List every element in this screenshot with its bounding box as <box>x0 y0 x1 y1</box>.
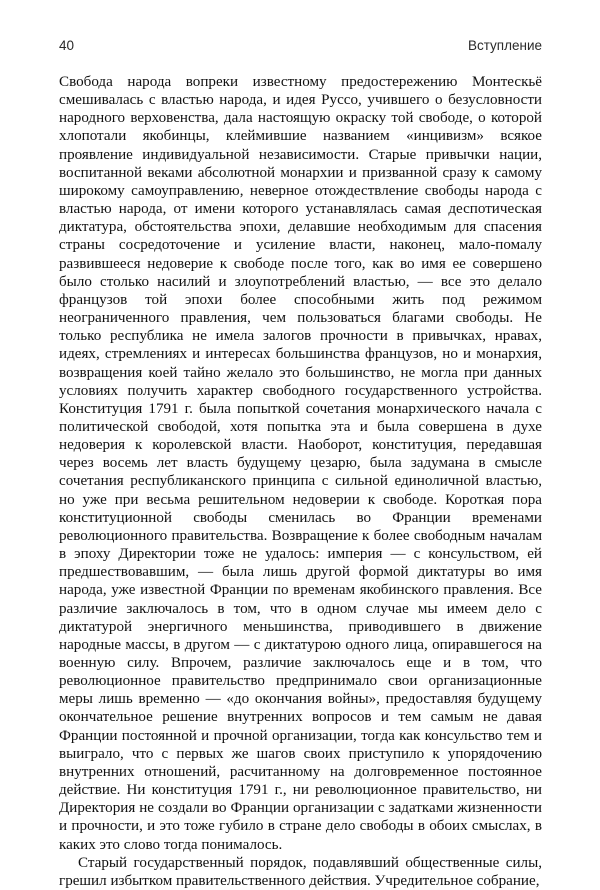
running-header <box>59 38 542 60</box>
body-text <box>59 73 542 890</box>
paragraph: Свобода народа вопреки известному предостережению Монтескьё смешивалась с властью народа, и идея Руссо, учившего о безусловности народного верховенства, дала настоящую окраску той свободе, о которой хлопотали якобинцы, клеймившие названием «инцивизм» всякое проявление индивидуальной независимости. Старые привычки нации, воспитанной веками абсолютной монархии и призванной сразу к самому широкому самоуправлению, неверное отождествление свободы народа с властью народа, от имени которого устанавлялась самая деспотическая диктатура, обстоятельства эпохи, делавшие необходимым для спасения страны сосредоточение и усиление власти, наконец, мало-помалу развившееся недоверие к свободе после того, как во имя ее совершено было столько насилий и злоупотреблений властью, — все это делало французов той эпохи более способными жить под режимом неограниченного правления, чем пользоваться благами свободы. Не только республика не имела залогов прочности в привычках, нравах, идеях, стремлениях и интересах большинства французов, но и монархия, возвращения коей тайно желало это большинство, не могла при данных условиях получить характер свободного государственного устройства. Конституция 1791 г. была попыткой сочетания монархического начала с политической свободой, хотя попытка эта и была совершена в духе недоверия к королевской власти. Наоборот, конституция, передавшая через восемь лет власть будущему цезарю, была задумана в смысле сочетания республиканского принципа с сильной единоличной властью, но уже при весьма решительном недоверии к свободе. Короткая пора конституционной свободы сменилась во Франции временами революционного правительства. Возвращение к более свободным началам в эпоху Директории тоже не удалось: империя — с консульством, ей предшествовавшим, — была лишь другой формой диктатуры во имя народа, уже известной Франции по временам якобинского правления. Все различие заключалось в том, что в одном случае мы имеем дело с диктатурой энергичного меньшинства, приводившего в движение народные массы, в другом — с диктатурою одного лица, опиравшегося на военную силу. Впрочем, различие заключалось еще и в том, что революционное правительство предпринимало свои организационные меры лишь временно — «до окончания войны», предоставляя будущему окончательное решение внутренних вопросов и тем самым не давая Франции постоянной и прочной организации, тогда как консульство тем и выиграло, что с первых же шагов своих приступило к упорядочению внутренних отношений, расчитанному на долговременное постоянное действие. Ни конституция 1791 г., ни революционное правительство, ни Директория не создали во Франции организации с задатками жизненности и прочности, и это тоже губило в стране дело свободы в обоих смыслах, в каких это слово тогда понималось. <box>59 74 542 853</box>
section-title: Вступление <box>467 38 542 53</box>
page-number: 40 <box>59 38 75 53</box>
paragraph: Старый государственный порядок, подавлявший общественные силы, грешил избытком правительственного действия. Учредительное собрание, <box>59 854 542 889</box>
